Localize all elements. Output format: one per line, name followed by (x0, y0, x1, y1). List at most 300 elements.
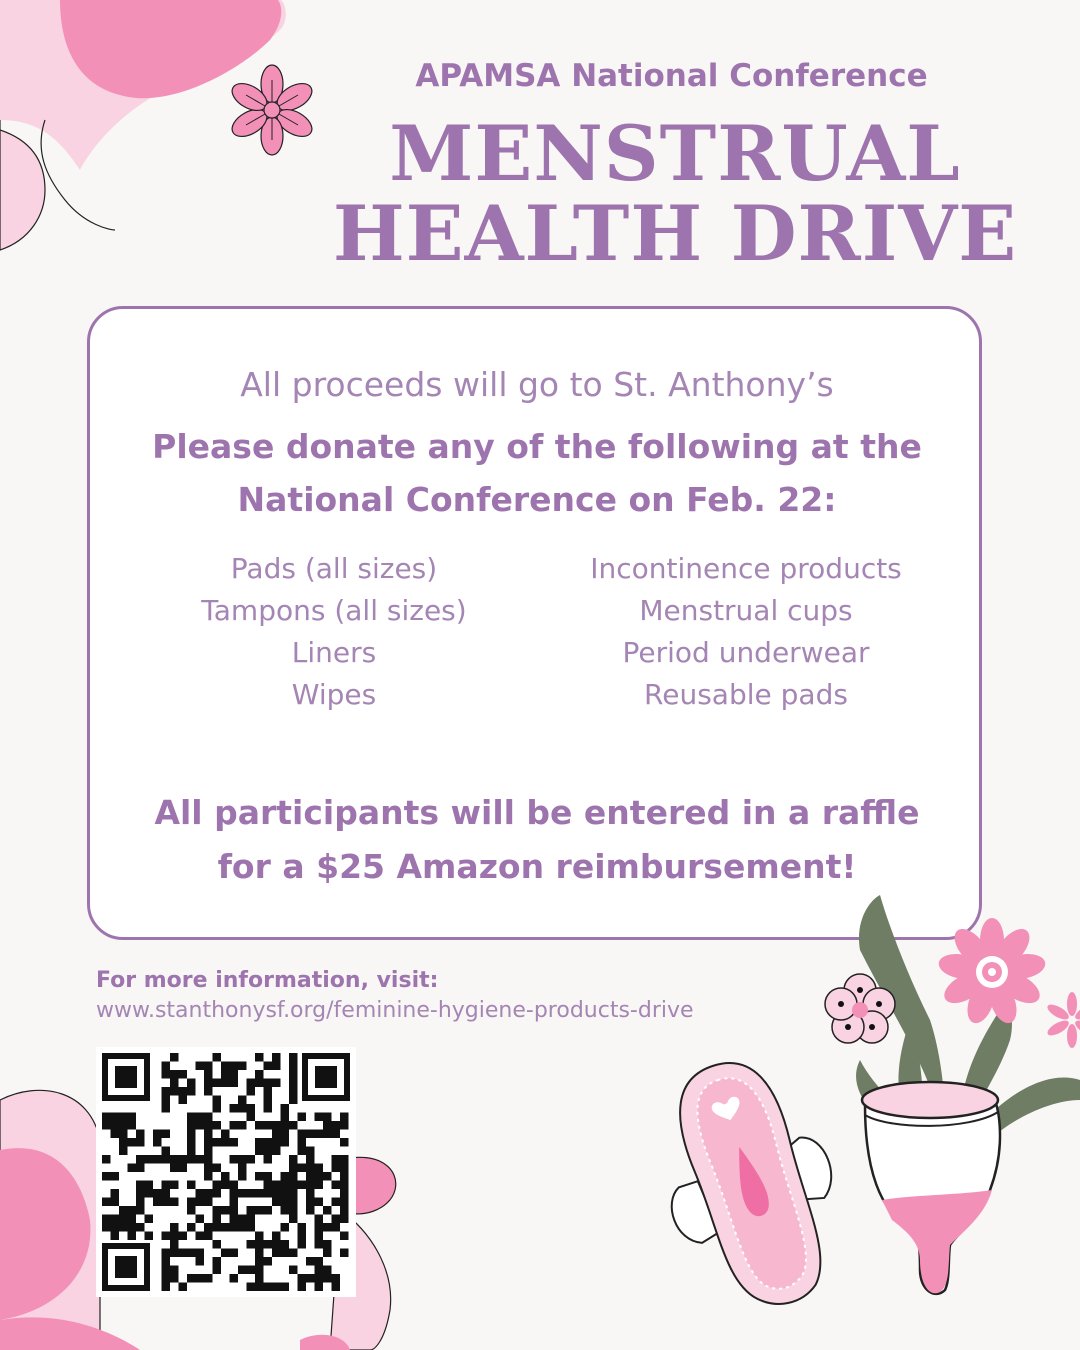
list-item: Tampons (all sizes) (201, 594, 467, 627)
qr-module (162, 1130, 171, 1139)
qr-module (119, 1206, 128, 1215)
qr-module (111, 1121, 120, 1130)
qr-module (298, 1130, 307, 1139)
qr-module (281, 1223, 290, 1232)
qr-module (221, 1079, 230, 1088)
qr-module (111, 1172, 120, 1181)
qr-module (255, 1283, 264, 1292)
qr-module (238, 1223, 247, 1232)
qr-module (179, 1164, 188, 1173)
qr-module (196, 1113, 205, 1122)
qr-module (340, 1249, 349, 1258)
qr-module (306, 1147, 315, 1156)
qr-code-icon[interactable] (96, 1047, 356, 1297)
qr-module (187, 1130, 196, 1139)
qr-module (238, 1266, 247, 1275)
qr-module (323, 1172, 332, 1181)
qr-module (221, 1130, 230, 1139)
qr-module (187, 1087, 196, 1096)
qr-module (306, 1189, 315, 1198)
qr-module (153, 1130, 162, 1139)
qr-module (162, 1266, 171, 1275)
qr-module (119, 1113, 128, 1122)
qr-module (247, 1206, 256, 1215)
qr-module (315, 1181, 324, 1190)
qr-module (298, 1240, 307, 1249)
qr-module (230, 1070, 239, 1079)
qr-module (315, 1164, 324, 1173)
qr-module (170, 1249, 179, 1258)
qr-module (119, 1215, 128, 1224)
qr-module (238, 1215, 247, 1224)
qr-module (281, 1198, 290, 1207)
qr-module (162, 1189, 171, 1198)
qr-module (289, 1172, 298, 1181)
qr-module (255, 1121, 264, 1130)
list-item: Reusable pads (644, 678, 848, 711)
qr-module (264, 1104, 273, 1113)
qr-module (196, 1274, 205, 1283)
qr-module (221, 1172, 230, 1181)
qr-module (306, 1181, 315, 1190)
qr-module (247, 1155, 256, 1164)
qr-module (187, 1249, 196, 1258)
qr-module (247, 1215, 256, 1224)
qr-module (281, 1283, 290, 1292)
qr-module (196, 1198, 205, 1207)
conference-label: APAMSA National Conference (415, 58, 928, 94)
qr-module (111, 1232, 120, 1241)
qr-module (264, 1172, 273, 1181)
qr-module (340, 1206, 349, 1215)
qr-module (272, 1147, 281, 1156)
qr-module (340, 1232, 349, 1241)
qr-module (340, 1215, 349, 1224)
list-item: Liners (291, 636, 377, 669)
qr-module (204, 1138, 213, 1147)
qr-module (340, 1172, 349, 1181)
qr-module (230, 1104, 239, 1113)
qr-module (272, 1198, 281, 1207)
qr-module (204, 1189, 213, 1198)
qr-module (340, 1138, 349, 1147)
qr-module (230, 1223, 239, 1232)
qr-module (238, 1096, 247, 1105)
qr-module (204, 1155, 213, 1164)
qr-module (289, 1249, 298, 1258)
qr-module (247, 1087, 256, 1096)
qr-module (264, 1121, 273, 1130)
qr-module (247, 1113, 256, 1122)
qr-module (196, 1249, 205, 1258)
qr-module (213, 1164, 222, 1173)
qr-module (221, 1070, 230, 1079)
qr-module (315, 1172, 324, 1181)
qr-module (289, 1189, 298, 1198)
qr-module (289, 1198, 298, 1207)
list-item: Incontinence products (590, 552, 902, 585)
qr-module (289, 1053, 298, 1062)
qr-module (306, 1274, 315, 1283)
qr-module (204, 1172, 213, 1181)
qr-module (179, 1096, 188, 1105)
qr-module (247, 1240, 256, 1249)
qr-module (332, 1155, 341, 1164)
qr-module (306, 1198, 315, 1207)
qr-module (196, 1232, 205, 1241)
qr-module (289, 1206, 298, 1215)
qr-module (179, 1070, 188, 1079)
qr-module (136, 1130, 145, 1139)
qr-module (298, 1223, 307, 1232)
qr-module (162, 1096, 171, 1105)
qr-module (221, 1062, 230, 1071)
qr-module (264, 1283, 273, 1292)
qr-module (111, 1215, 120, 1224)
raffle-line-2: for a $25 Amazon reimbursement! (217, 847, 857, 886)
qr-module (255, 1266, 264, 1275)
qr-module (315, 1283, 324, 1292)
qr-module (272, 1189, 281, 1198)
qr-module (332, 1181, 341, 1190)
qr-module (315, 1130, 324, 1139)
qr-module (102, 1172, 111, 1181)
qr-module (204, 1130, 213, 1139)
qr-module (264, 1240, 273, 1249)
qr-module (340, 1164, 349, 1173)
qr-module (298, 1164, 307, 1173)
qr-module (315, 1113, 324, 1122)
qr-module (170, 1232, 179, 1241)
more-info-label: For more information, visit: (96, 968, 439, 993)
qr-module (196, 1155, 205, 1164)
qr-module (255, 1147, 264, 1156)
qr-module (281, 1206, 290, 1215)
qr-module (102, 1198, 111, 1207)
qr-module (264, 1155, 273, 1164)
qr-module (306, 1257, 315, 1266)
qr-module (323, 1266, 332, 1275)
qr-module (221, 1249, 230, 1258)
qr-module (289, 1079, 298, 1088)
qr-module (204, 1164, 213, 1173)
qr-module (145, 1232, 154, 1241)
qr-module (264, 1138, 273, 1147)
qr-module (255, 1249, 264, 1258)
qr-module (238, 1164, 247, 1173)
qr-module (230, 1215, 239, 1224)
qr-module (145, 1189, 154, 1198)
qr-module (204, 1274, 213, 1283)
qr-module (179, 1283, 188, 1292)
qr-module (153, 1155, 162, 1164)
proceeds-text: All proceeds will go to St. Anthony’s (240, 365, 834, 404)
qr-module (128, 1121, 137, 1130)
qr-module (187, 1138, 196, 1147)
qr-module (128, 1164, 137, 1173)
qr-module (230, 1189, 239, 1198)
qr-module (264, 1096, 273, 1105)
qr-module (306, 1130, 315, 1139)
raffle-text (87, 786, 987, 894)
qr-module (102, 1215, 111, 1224)
qr-module (187, 1223, 196, 1232)
qr-module (332, 1274, 341, 1283)
qr-module (196, 1215, 205, 1224)
qr-module (332, 1223, 341, 1232)
qr-module (298, 1147, 307, 1156)
qr-module (332, 1121, 341, 1130)
qr-module (264, 1189, 273, 1198)
qr-module (187, 1147, 196, 1156)
qr-module (323, 1121, 332, 1130)
qr-module (196, 1189, 205, 1198)
qr-module (323, 1240, 332, 1249)
qr-module (187, 1113, 196, 1122)
qr-module (170, 1223, 179, 1232)
qr-module (221, 1223, 230, 1232)
qr-module (128, 1215, 137, 1224)
qr-module (162, 1155, 171, 1164)
qr-module (247, 1189, 256, 1198)
qr-module (247, 1104, 256, 1113)
qr-module (204, 1079, 213, 1088)
qr-module (204, 1232, 213, 1241)
qr-module (230, 1198, 239, 1207)
donate-line-1: Please donate any of the following at the (152, 427, 922, 466)
qr-module (332, 1215, 341, 1224)
qr-module (306, 1164, 315, 1173)
qr-module (136, 1164, 145, 1173)
qr-module (298, 1232, 307, 1241)
qr-module (162, 1062, 171, 1071)
qr-module (162, 1257, 171, 1266)
qr-module (187, 1155, 196, 1164)
qr-module (111, 1223, 120, 1232)
qr-module (119, 1130, 128, 1139)
qr-module (272, 1240, 281, 1249)
qr-module (255, 1189, 264, 1198)
qr-module (281, 1181, 290, 1190)
qr-module (145, 1181, 154, 1190)
qr-module (264, 1206, 273, 1215)
qr-module (128, 1232, 137, 1241)
qr-module (255, 1079, 264, 1088)
qr-module (298, 1283, 307, 1292)
qr-module (289, 1087, 298, 1096)
qr-module (323, 1223, 332, 1232)
qr-module (136, 1181, 145, 1190)
qr-module (196, 1062, 205, 1071)
qr-module (340, 1121, 349, 1130)
flower-decoration-top-left (0, 0, 330, 260)
qr-module (213, 1266, 222, 1275)
qr-module (179, 1249, 188, 1258)
qr-module (340, 1113, 349, 1122)
qr-module (238, 1104, 247, 1113)
qr-module (264, 1062, 273, 1071)
qr-module (238, 1189, 247, 1198)
qr-module (170, 1155, 179, 1164)
qr-module (340, 1198, 349, 1207)
qr-module (213, 1104, 222, 1113)
qr-module (187, 1198, 196, 1207)
qr-module (247, 1223, 256, 1232)
qr-module (272, 1062, 281, 1071)
qr-module (136, 1189, 145, 1198)
qr-module (204, 1121, 213, 1130)
qr-module (238, 1121, 247, 1130)
qr-module (204, 1070, 213, 1079)
qr-module (289, 1121, 298, 1130)
qr-module (145, 1155, 154, 1164)
qr-module (221, 1181, 230, 1190)
qr-module (264, 1181, 273, 1190)
qr-module (162, 1198, 171, 1207)
qr-module (332, 1130, 341, 1139)
qr-module (153, 1138, 162, 1147)
qr-module (213, 1189, 222, 1198)
items-list-right (560, 548, 932, 716)
qr-module (230, 1274, 239, 1283)
qr-module (289, 1155, 298, 1164)
qr-module (213, 1138, 222, 1147)
qr-module (204, 1062, 213, 1071)
qr-module (298, 1113, 307, 1122)
qr-module (162, 1274, 171, 1283)
qr-module (315, 1257, 324, 1266)
qr-module (102, 1113, 111, 1122)
qr-module (204, 1113, 213, 1122)
qr-module (136, 1206, 145, 1215)
qr-module (255, 1240, 264, 1249)
page-title-line-1: MENSTRUAL (389, 109, 961, 198)
qr-module (323, 1113, 332, 1122)
qr-module (264, 1087, 273, 1096)
qr-module (213, 1079, 222, 1088)
qr-module (162, 1283, 171, 1292)
qr-module (111, 1113, 120, 1122)
qr-module (247, 1079, 256, 1088)
qr-module (255, 1232, 264, 1241)
qr-module (136, 1138, 145, 1147)
qr-module (281, 1240, 290, 1249)
qr-module (213, 1215, 222, 1224)
qr-module (264, 1079, 273, 1088)
qr-module (213, 1053, 222, 1062)
qr-module (170, 1181, 179, 1190)
qr-module (179, 1155, 188, 1164)
qr-module (323, 1130, 332, 1139)
qr-module (221, 1138, 230, 1147)
qr-module (230, 1181, 239, 1190)
qr-module (179, 1232, 188, 1241)
qr-module (128, 1138, 137, 1147)
qr-module (340, 1155, 349, 1164)
qr-module (298, 1181, 307, 1190)
qr-module (136, 1223, 145, 1232)
qr-module (289, 1070, 298, 1079)
qr-module (102, 1223, 111, 1232)
qr-module (187, 1121, 196, 1130)
qr-module (238, 1062, 247, 1071)
qr-module (255, 1274, 264, 1283)
qr-module (306, 1155, 315, 1164)
qr-module (213, 1223, 222, 1232)
qr-module (315, 1266, 324, 1275)
qr-module (196, 1257, 205, 1266)
qr-module (153, 1198, 162, 1207)
qr-module (119, 1138, 128, 1147)
qr-module (204, 1223, 213, 1232)
qr-module (281, 1189, 290, 1198)
qr-module (255, 1070, 264, 1079)
qr-module (230, 1079, 239, 1088)
qr-module (230, 1062, 239, 1071)
qr-module (306, 1172, 315, 1181)
qr-module (170, 1053, 179, 1062)
qr-module (315, 1232, 324, 1241)
qr-module (187, 1181, 196, 1190)
qr-module (162, 1070, 171, 1079)
qr-module (306, 1206, 315, 1215)
qr-module (272, 1053, 281, 1062)
qr-module (102, 1121, 111, 1130)
qr-module (145, 1215, 154, 1224)
qr-module (213, 1206, 222, 1215)
qr-module (128, 1223, 137, 1232)
qr-module (340, 1181, 349, 1190)
qr-module (255, 1053, 264, 1062)
qr-module (204, 1198, 213, 1207)
more-info-link[interactable]: www.stanthonysf.org/feminine-hygiene-products-drive (96, 998, 694, 1023)
qr-module (281, 1104, 290, 1113)
qr-module (323, 1274, 332, 1283)
qr-module (136, 1198, 145, 1207)
qr-module (247, 1283, 256, 1292)
qr-module (272, 1138, 281, 1147)
qr-module (315, 1215, 324, 1224)
qr-module (323, 1249, 332, 1258)
qr-module (162, 1104, 171, 1113)
qr-module (213, 1257, 222, 1266)
qr-module (170, 1164, 179, 1173)
page-title-line-2: HEALTH DRIVE (332, 189, 1018, 278)
qr-module (213, 1181, 222, 1190)
qr-module (162, 1147, 171, 1156)
qr-module (255, 1172, 264, 1181)
qr-module (119, 1147, 128, 1156)
qr-module (255, 1257, 264, 1266)
qr-module (102, 1155, 111, 1164)
qr-module (187, 1206, 196, 1215)
qr-module (153, 1189, 162, 1198)
qr-module (289, 1266, 298, 1275)
qr-module (289, 1062, 298, 1071)
qr-module (204, 1087, 213, 1096)
donate-line-2: National Conference on Feb. 22: (237, 480, 837, 519)
menstrual-cup-icon (810, 890, 1080, 1330)
qr-module (340, 1189, 349, 1198)
qr-module (281, 1249, 290, 1258)
qr-module (179, 1087, 188, 1096)
qr-module (315, 1198, 324, 1207)
qr-module (170, 1087, 179, 1096)
list-item: Wipes (291, 678, 377, 711)
qr-module (315, 1223, 324, 1232)
qr-module (230, 1249, 239, 1258)
qr-module (281, 1172, 290, 1181)
